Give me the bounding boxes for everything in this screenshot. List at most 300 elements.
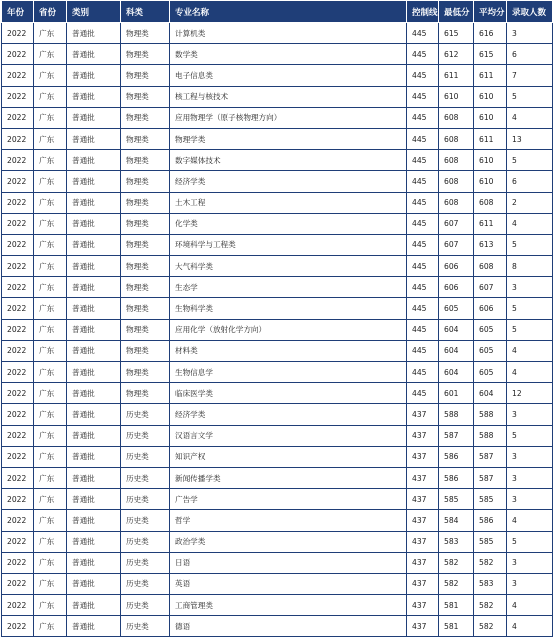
cell-major-name: 环境科学与工程类 [170,234,407,255]
cell-avg-score: 585 [474,489,507,510]
cell-category: 普通批 [67,23,121,44]
table-body [2,23,553,637]
cell-min-score: 588 [439,404,474,425]
header-major-name: 专业名称 [170,1,407,23]
cell-province: 广东 [34,23,67,44]
cell-avg-score: 611 [474,128,507,149]
cell-province: 广东 [34,616,67,637]
cell-avg-score: 587 [474,467,507,488]
cell-category: 普通批 [67,510,121,531]
cell-category: 普通批 [67,213,121,234]
cell-control-line: 437 [407,467,439,488]
cell-admitted-count: 3 [507,573,553,594]
cell-min-score: 581 [439,616,474,637]
cell-category: 普通批 [67,383,121,404]
cell-province: 广东 [34,489,67,510]
cell-subject-type: 物理类 [121,23,170,44]
cell-category: 普通批 [67,277,121,298]
cell-control-line: 445 [407,107,439,128]
cell-major-name: 工商管理类 [170,595,407,616]
cell-admitted-count: 3 [507,23,553,44]
cell-avg-score: 586 [474,510,507,531]
cell-major-name: 生物信息学 [170,362,407,383]
table-row [2,425,553,446]
header-subject-type: 科类 [121,1,170,23]
cell-category: 普通批 [67,298,121,319]
cell-avg-score: 583 [474,573,507,594]
cell-min-score: 607 [439,234,474,255]
cell-subject-type: 物理类 [121,298,170,319]
cell-min-score: 582 [439,573,474,594]
cell-avg-score: 582 [474,616,507,637]
cell-control-line: 445 [407,192,439,213]
header-avg-score: 平均分 [474,1,507,23]
cell-min-score: 611 [439,65,474,86]
cell-control-line: 445 [407,362,439,383]
cell-major-name: 经济学类 [170,404,407,425]
cell-admitted-count: 6 [507,171,553,192]
cell-major-name: 数学类 [170,44,407,65]
cell-subject-type: 物理类 [121,277,170,298]
cell-subject-type: 历史类 [121,489,170,510]
cell-major-name: 临床医学类 [170,383,407,404]
cell-avg-score: 613 [474,234,507,255]
cell-admitted-count: 5 [507,234,553,255]
table-row [2,213,553,234]
cell-major-name: 生态学 [170,277,407,298]
table-row [2,234,553,255]
cell-year: 2022 [2,404,34,425]
cell-year: 2022 [2,595,34,616]
cell-province: 广东 [34,213,67,234]
cell-avg-score: 608 [474,256,507,277]
cell-control-line: 445 [407,298,439,319]
cell-avg-score: 615 [474,44,507,65]
table-row [2,44,553,65]
cell-control-line: 445 [407,383,439,404]
cell-subject-type: 物理类 [121,383,170,404]
cell-year: 2022 [2,107,34,128]
cell-category: 普通批 [67,446,121,467]
cell-admitted-count: 5 [507,425,553,446]
cell-subject-type: 物理类 [121,192,170,213]
cell-major-name: 英语 [170,573,407,594]
cell-year: 2022 [2,171,34,192]
cell-year: 2022 [2,234,34,255]
cell-subject-type: 历史类 [121,467,170,488]
cell-year: 2022 [2,573,34,594]
cell-control-line: 445 [407,171,439,192]
cell-admitted-count: 3 [507,467,553,488]
cell-province: 广东 [34,192,67,213]
cell-avg-score: 605 [474,340,507,361]
cell-province: 广东 [34,404,67,425]
cell-control-line: 437 [407,595,439,616]
cell-major-name: 生物科学类 [170,298,407,319]
cell-avg-score: 610 [474,150,507,171]
cell-avg-score: 611 [474,213,507,234]
cell-province: 广东 [34,234,67,255]
cell-province: 广东 [34,107,67,128]
table-row [2,510,553,531]
cell-avg-score: 616 [474,23,507,44]
cell-subject-type: 历史类 [121,425,170,446]
cell-year: 2022 [2,128,34,149]
cell-subject-type: 物理类 [121,362,170,383]
cell-subject-type: 物理类 [121,128,170,149]
cell-province: 广东 [34,128,67,149]
cell-year: 2022 [2,467,34,488]
table-row [2,319,553,340]
cell-year: 2022 [2,44,34,65]
cell-admitted-count: 3 [507,446,553,467]
cell-major-name: 应用化学（放射化学方向） [170,319,407,340]
cell-avg-score: 587 [474,446,507,467]
cell-min-score: 606 [439,277,474,298]
table-row [2,383,553,404]
cell-subject-type: 物理类 [121,340,170,361]
table-row [2,573,553,594]
cell-avg-score: 605 [474,362,507,383]
header-admitted-count: 录取人数 [507,1,553,23]
cell-category: 普通批 [67,65,121,86]
cell-major-name: 知识产权 [170,446,407,467]
table-row [2,23,553,44]
table-header-row [2,1,553,23]
cell-year: 2022 [2,489,34,510]
cell-province: 广东 [34,44,67,65]
cell-avg-score: 605 [474,319,507,340]
cell-min-score: 610 [439,86,474,107]
cell-min-score: 583 [439,531,474,552]
cell-province: 广东 [34,362,67,383]
cell-category: 普通批 [67,531,121,552]
cell-major-name: 计算机类 [170,23,407,44]
cell-admitted-count: 3 [507,489,553,510]
table-row [2,531,553,552]
cell-major-name: 新闻传播学类 [170,467,407,488]
cell-control-line: 437 [407,489,439,510]
cell-admitted-count: 5 [507,531,553,552]
cell-major-name: 大气科学类 [170,256,407,277]
cell-control-line: 437 [407,510,439,531]
cell-control-line: 445 [407,44,439,65]
cell-min-score: 608 [439,107,474,128]
header-year: 年份 [2,1,34,23]
cell-avg-score: 606 [474,298,507,319]
cell-min-score: 604 [439,362,474,383]
cell-control-line: 437 [407,616,439,637]
cell-admitted-count: 4 [507,595,553,616]
cell-province: 广东 [34,531,67,552]
cell-min-score: 586 [439,467,474,488]
cell-province: 广东 [34,319,67,340]
cell-major-name: 哲学 [170,510,407,531]
table-row [2,150,553,171]
table-row [2,362,553,383]
cell-year: 2022 [2,150,34,171]
table-row [2,616,553,637]
cell-min-score: 581 [439,595,474,616]
cell-subject-type: 历史类 [121,510,170,531]
cell-admitted-count: 5 [507,319,553,340]
cell-year: 2022 [2,298,34,319]
cell-subject-type: 物理类 [121,234,170,255]
header-control-line: 控制线 [407,1,439,23]
cell-major-name: 数字媒体技术 [170,150,407,171]
cell-admitted-count: 4 [507,616,553,637]
table-row [2,65,553,86]
cell-province: 广东 [34,467,67,488]
cell-control-line: 437 [407,573,439,594]
cell-category: 普通批 [67,171,121,192]
cell-admitted-count: 7 [507,65,553,86]
cell-admitted-count: 3 [507,552,553,573]
cell-year: 2022 [2,616,34,637]
cell-min-score: 612 [439,44,474,65]
cell-min-score: 607 [439,213,474,234]
cell-major-name: 广告学 [170,489,407,510]
cell-province: 广东 [34,277,67,298]
cell-year: 2022 [2,531,34,552]
cell-admitted-count: 3 [507,404,553,425]
cell-control-line: 445 [407,65,439,86]
table-row [2,552,553,573]
cell-subject-type: 物理类 [121,44,170,65]
cell-major-name: 汉语言文学 [170,425,407,446]
cell-year: 2022 [2,23,34,44]
cell-category: 普通批 [67,150,121,171]
cell-category: 普通批 [67,362,121,383]
cell-control-line: 445 [407,256,439,277]
cell-subject-type: 物理类 [121,65,170,86]
cell-control-line: 445 [407,128,439,149]
cell-control-line: 437 [407,425,439,446]
cell-province: 广东 [34,552,67,573]
cell-category: 普通批 [67,573,121,594]
cell-subject-type: 历史类 [121,595,170,616]
table-row [2,128,553,149]
cell-province: 广东 [34,65,67,86]
cell-avg-score: 582 [474,595,507,616]
cell-control-line: 445 [407,150,439,171]
cell-avg-score: 585 [474,531,507,552]
table-row [2,192,553,213]
cell-admitted-count: 5 [507,150,553,171]
cell-control-line: 445 [407,213,439,234]
cell-province: 广东 [34,425,67,446]
header-min-score: 最低分 [439,1,474,23]
table-row [2,171,553,192]
cell-avg-score: 607 [474,277,507,298]
cell-province: 广东 [34,256,67,277]
cell-min-score: 604 [439,340,474,361]
cell-province: 广东 [34,171,67,192]
cell-min-score: 587 [439,425,474,446]
cell-province: 广东 [34,150,67,171]
cell-avg-score: 582 [474,552,507,573]
cell-year: 2022 [2,383,34,404]
cell-admitted-count: 5 [507,298,553,319]
cell-admitted-count: 3 [507,277,553,298]
cell-category: 普通批 [67,234,121,255]
cell-category: 普通批 [67,489,121,510]
cell-province: 广东 [34,595,67,616]
cell-control-line: 445 [407,86,439,107]
cell-subject-type: 物理类 [121,319,170,340]
table-row [2,595,553,616]
cell-province: 广东 [34,383,67,404]
cell-subject-type: 历史类 [121,531,170,552]
cell-avg-score: 611 [474,65,507,86]
cell-control-line: 445 [407,277,439,298]
cell-min-score: 606 [439,256,474,277]
cell-min-score: 585 [439,489,474,510]
cell-major-name: 日语 [170,552,407,573]
cell-subject-type: 物理类 [121,150,170,171]
cell-year: 2022 [2,213,34,234]
cell-min-score: 608 [439,128,474,149]
cell-min-score: 584 [439,510,474,531]
cell-min-score: 608 [439,150,474,171]
cell-avg-score: 608 [474,192,507,213]
cell-province: 广东 [34,298,67,319]
cell-category: 普通批 [67,595,121,616]
cell-subject-type: 历史类 [121,573,170,594]
cell-control-line: 445 [407,23,439,44]
cell-category: 普通批 [67,616,121,637]
cell-control-line: 437 [407,404,439,425]
cell-major-name: 土木工程 [170,192,407,213]
table-row [2,107,553,128]
cell-avg-score: 588 [474,404,507,425]
cell-province: 广东 [34,340,67,361]
cell-year: 2022 [2,340,34,361]
cell-province: 广东 [34,510,67,531]
cell-category: 普通批 [67,44,121,65]
cell-major-name: 化学类 [170,213,407,234]
cell-province: 广东 [34,86,67,107]
cell-admitted-count: 4 [507,510,553,531]
cell-control-line: 445 [407,340,439,361]
cell-subject-type: 历史类 [121,616,170,637]
cell-major-name: 政治学类 [170,531,407,552]
cell-admitted-count: 12 [507,383,553,404]
table-row [2,298,553,319]
cell-min-score: 604 [439,319,474,340]
cell-category: 普通批 [67,107,121,128]
cell-subject-type: 历史类 [121,552,170,573]
cell-avg-score: 610 [474,171,507,192]
cell-control-line: 437 [407,552,439,573]
cell-min-score: 582 [439,552,474,573]
cell-category: 普通批 [67,340,121,361]
header-province: 省份 [34,1,67,23]
table-row [2,489,553,510]
cell-major-name: 德语 [170,616,407,637]
cell-year: 2022 [2,256,34,277]
cell-min-score: 605 [439,298,474,319]
cell-min-score: 601 [439,383,474,404]
cell-admitted-count: 2 [507,192,553,213]
cell-category: 普通批 [67,319,121,340]
table-row [2,86,553,107]
cell-category: 普通批 [67,404,121,425]
cell-min-score: 608 [439,192,474,213]
cell-subject-type: 历史类 [121,446,170,467]
cell-subject-type: 物理类 [121,171,170,192]
cell-min-score: 586 [439,446,474,467]
cell-major-name: 经济学类 [170,171,407,192]
cell-subject-type: 物理类 [121,213,170,234]
cell-province: 广东 [34,573,67,594]
cell-min-score: 608 [439,171,474,192]
cell-province: 广东 [34,446,67,467]
cell-category: 普通批 [67,425,121,446]
cell-subject-type: 物理类 [121,86,170,107]
cell-control-line: 445 [407,319,439,340]
cell-year: 2022 [2,425,34,446]
cell-year: 2022 [2,446,34,467]
cell-year: 2022 [2,510,34,531]
cell-category: 普通批 [67,256,121,277]
cell-admitted-count: 4 [507,213,553,234]
cell-min-score: 615 [439,23,474,44]
cell-control-line: 437 [407,446,439,467]
cell-avg-score: 588 [474,425,507,446]
cell-year: 2022 [2,362,34,383]
cell-avg-score: 610 [474,107,507,128]
cell-control-line: 437 [407,531,439,552]
cell-admitted-count: 8 [507,256,553,277]
cell-major-name: 电子信息类 [170,65,407,86]
table-row [2,256,553,277]
cell-admitted-count: 13 [507,128,553,149]
cell-subject-type: 物理类 [121,256,170,277]
cell-category: 普通批 [67,467,121,488]
cell-year: 2022 [2,319,34,340]
table-row [2,467,553,488]
table-row [2,446,553,467]
admission-scores-table [1,0,553,637]
cell-admitted-count: 4 [507,107,553,128]
cell-year: 2022 [2,552,34,573]
cell-year: 2022 [2,192,34,213]
cell-admitted-count: 5 [507,86,553,107]
cell-major-name: 核工程与核技术 [170,86,407,107]
table-row [2,277,553,298]
cell-year: 2022 [2,277,34,298]
cell-category: 普通批 [67,192,121,213]
cell-category: 普通批 [67,86,121,107]
cell-year: 2022 [2,86,34,107]
cell-avg-score: 604 [474,383,507,404]
table-row [2,404,553,425]
cell-major-name: 材料类 [170,340,407,361]
cell-major-name: 物理学类 [170,128,407,149]
cell-subject-type: 物理类 [121,107,170,128]
cell-year: 2022 [2,65,34,86]
cell-avg-score: 610 [474,86,507,107]
cell-major-name: 应用物理学（原子核物理方向） [170,107,407,128]
header-category: 类别 [67,1,121,23]
cell-admitted-count: 4 [507,340,553,361]
cell-subject-type: 历史类 [121,404,170,425]
cell-category: 普通批 [67,128,121,149]
cell-admitted-count: 4 [507,362,553,383]
cell-control-line: 445 [407,234,439,255]
cell-category: 普通批 [67,552,121,573]
